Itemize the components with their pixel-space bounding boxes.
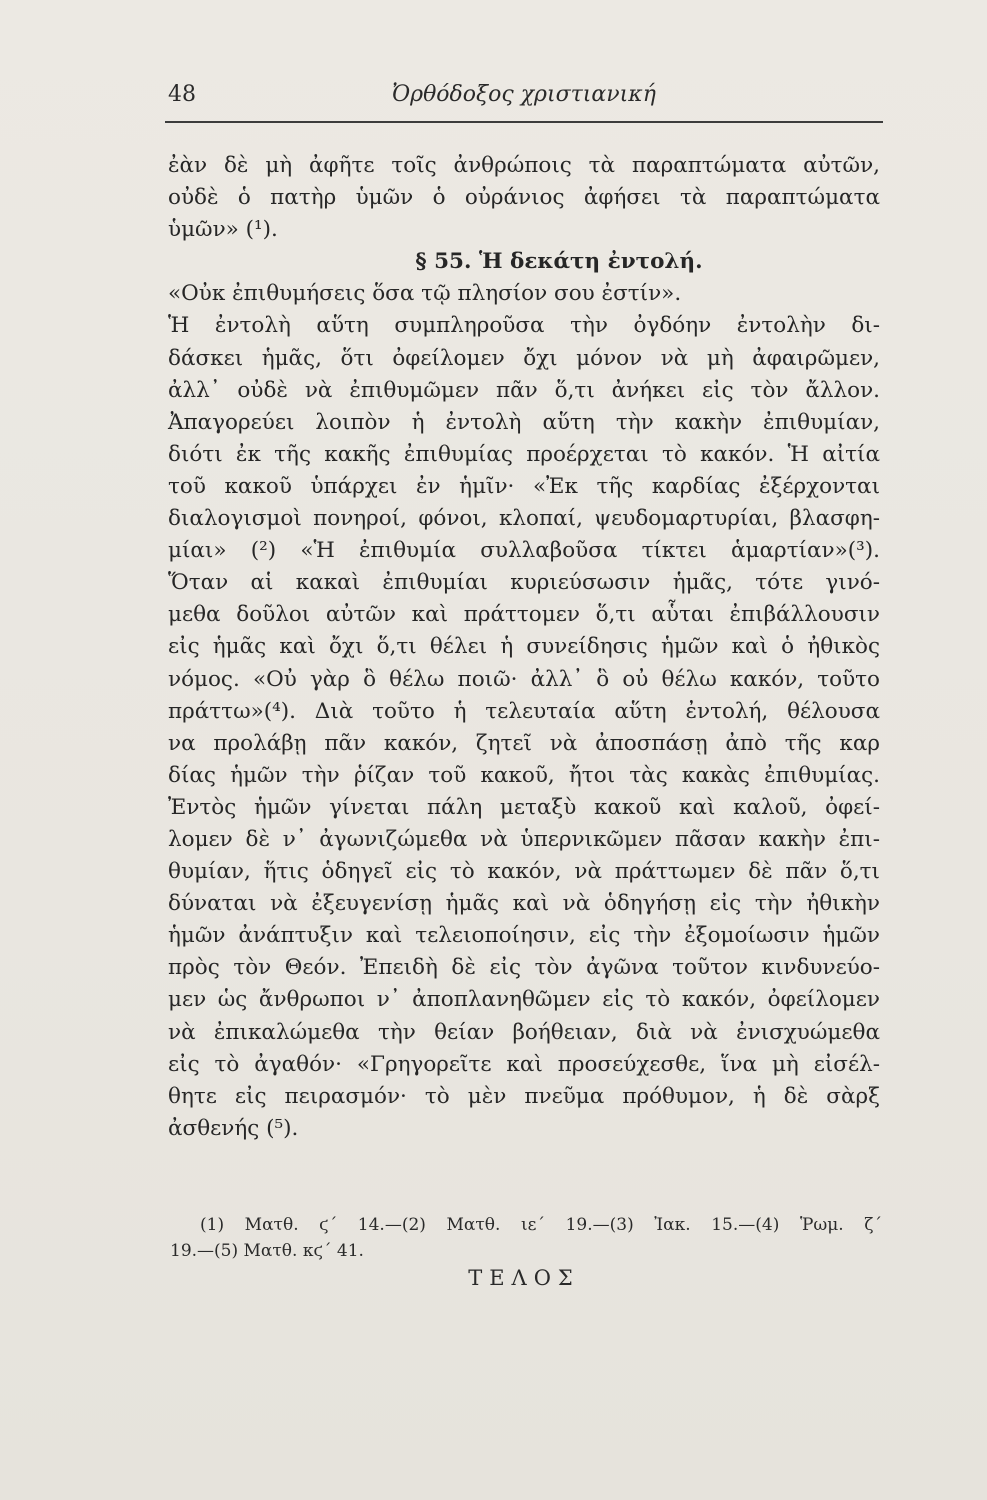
text-line: ἀσθενής (⁵). — [168, 1115, 299, 1141]
epigraph-line: «Οὐκ ἐπιθυμήσεις ὅσα τῷ πλησίον σου ἐστίν». — [168, 281, 682, 307]
text-line: δύναται νὰ ἐξευγενίσῃ ἡμᾶς καὶ νὰ ὁδηγήσῃ εἰς τὴν ἠθικὴν — [168, 891, 880, 917]
text-line: Ἐντὸς ἡμῶν γίνεται πάλη μεταξὺ κακοῦ καὶ καλοῦ, ὀφεί- — [168, 794, 880, 820]
text-line: διαλογισμοὶ πονηροί, φόνοι, κλοπαί, ψευδομαρτυρίαι, βλασφη- — [168, 506, 880, 532]
text-line: λομεν δὲ ν᾽ ἀγωνιζώμεθα νὰ ὑπερνικῶμεν πᾶσαν κακὴν ἐπι- — [168, 826, 880, 852]
text-line: διότι ἐκ τῆς κακῆς ἐπιθυμίας προέρχεται τὸ κακόν. Ἡ αἰτία — [168, 441, 880, 467]
footnotes — [170, 1212, 882, 1264]
text-line: οὐδὲ ὁ πατὴρ ὑμῶν ὁ οὐράνιος ἀφήσει τὰ παραπτώματα — [168, 185, 880, 211]
text-line: ἡμῶν ἀνάπτυξιν καὶ τελειοποίησιν, εἰς τὴν ἐξομοίωσιν ἡμῶν — [168, 923, 880, 949]
body-text — [168, 150, 880, 1145]
end-mark: ΤΕΛΟΣ — [468, 1266, 580, 1290]
text-line: δίας ἡμῶν τὴν ῥίζαν τοῦ κακοῦ, ἤτοι τὰς κακὰς ἐπιθυμίας. — [168, 762, 880, 788]
text-line: πράττω»(⁴). Διὰ τοῦτο ἡ τελευταία αὕτη ἐντολή, θέλουσα — [168, 698, 880, 724]
section-heading: § 55. Ἡ δεκάτη ἐντολή. — [415, 249, 703, 275]
text-line: Ὅταν αἱ κακαὶ ἐπιθυμίαι κυριεύσωσιν ἡμᾶς, τότε γινό- — [168, 570, 880, 596]
footnote-line: (1) Ματθ. ϛ΄ 14.—(2) Ματθ. ιε΄ 19.—(3) Ἰακ. 15.—(4) Ῥωμ. ζ΄ — [200, 1215, 882, 1235]
text-line: μεθα δοῦλοι αὐτῶν καὶ πράττομεν ὅ,τι αὗται ἐπιβάλλουσιν — [168, 602, 880, 628]
text-line: θητε εἰς πειρασμόν· τὸ μὲν πνεῦμα πρόθυμον, ἡ δὲ σὰρξ — [168, 1083, 880, 1109]
page-header — [168, 82, 880, 112]
page-number: 48 — [168, 82, 196, 107]
text-line: Ἀπαγορεύει λοιπὸν ἡ ἐντολὴ αὕτη τὴν κακὴν ἐπιθυμίαν, — [168, 409, 880, 435]
text-line: δάσκει ἡμᾶς, ὅτι ὀφείλομεν ὄχι μόνον νὰ μὴ ἀφαιρῶμεν, — [168, 345, 880, 371]
running-title: Ὀρθόδοξος χριστιανική — [392, 82, 656, 107]
header-rule — [165, 121, 883, 123]
text-line: εἰς ἡμᾶς καὶ ὄχι ὅ,τι θέλει ἡ συνείδησις ἡμῶν καὶ ὁ ἠθικὸς — [168, 634, 880, 660]
text-line: ἐὰν δὲ μὴ ἀφῆτε τοῖς ἀνθρώποις τὰ παραπτώματα αὐτῶν, — [168, 153, 880, 178]
text-line: νὰ ἐπικαλώμεθα τὴν θείαν βοήθειαν, διὰ νὰ ἐνισχυώμεθα — [168, 1019, 880, 1045]
footnote-line: 19.—(5) Ματθ. κϛ΄ 41. — [170, 1241, 364, 1261]
text-line: μεν ὡς ἄνθρωποι ν᾽ ἀποπλανηθῶμεν εἰς τὸ κακόν, ὀφείλομεν — [168, 987, 880, 1013]
text-line: Ἡ ἐντολὴ αὕτη συμπληροῦσα τὴν ὀγδόην ἐντολὴν δι- — [168, 313, 880, 339]
text-line: πρὸς τὸν Θεόν. Ἐπειδὴ δὲ εἰς τὸν ἀγῶνα τοῦτον κινδυνεύο- — [168, 955, 880, 981]
text-line: ἀλλ᾽ οὐδὲ νὰ ἐπιθυμῶμεν πᾶν ὅ,τι ἀνήκει εἰς τὸν ἄλλον. — [168, 377, 880, 403]
text-line: ὑμῶν» (¹). — [168, 217, 278, 243]
text-line: τοῦ κακοῦ ὑπάρχει ἐν ἡμῖν· «Ἐκ τῆς καρδίας ἐξέρχονται — [168, 473, 880, 499]
text-line: να προλάβῃ πᾶν κακόν, ζητεῖ νὰ ἀποσπάσῃ ἀπὸ τῆς καρ — [168, 730, 880, 756]
text-line: μίαι» (²) «Ἡ ἐπιθυμία συλλαβοῦσα τίκτει ἁμαρτίαν»(³). — [168, 538, 880, 564]
text-line: εἰς τὸ ἀγαθόν· «Γρηγορεῖτε καὶ προσεύχεσθε, ἵνα μὴ εἰσέλ- — [168, 1051, 880, 1077]
text-line: θυμίαν, ἥτις ὁδηγεῖ εἰς τὸ κακόν, νὰ πράττωμεν δὲ πᾶν ὅ,τι — [168, 859, 880, 885]
text-line: νόμος. «Οὐ γὰρ ὃ θέλω ποιῶ· ἀλλ᾽ ὃ οὐ θέλω κακόν, τοῦτο — [168, 666, 880, 692]
